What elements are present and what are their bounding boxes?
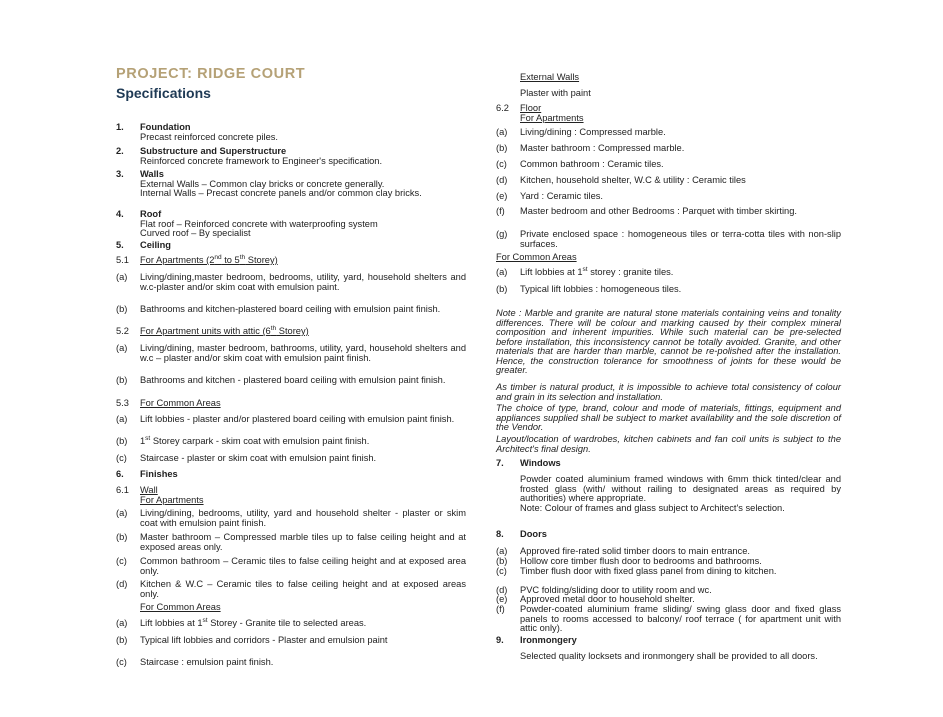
wall-common-item-a: (a) Lift lobbies at 1st Storey - Granite tile to selected areas. bbox=[116, 616, 367, 628]
section-title: Specifications bbox=[116, 85, 211, 101]
floor-common-item-b: (b) Typical lift lobbies : homogeneous tiles. bbox=[496, 284, 682, 294]
ceiling-common-heading: 5.3 For Common Areas bbox=[116, 398, 221, 408]
wall-item-b: (b) Master bathroom – Compressed marble tiles up to false ceiling height and at exposed areas only. bbox=[116, 532, 466, 552]
floor-heading: 6.2 Floor For Apartments bbox=[496, 103, 584, 123]
spec-roof: 4. Roof Flat roof – Reinforced concrete with waterproofing system Curved roof – By specialist bbox=[116, 209, 378, 239]
floor-item-b: (b) Master bathroom : Compressed marble. bbox=[496, 143, 685, 153]
ceiling-item-a: (a) Living/dining,master bedroom, bedrooms, utility, yard, household shelters and w.c-plaster and/or skim coat with emulsion paint. bbox=[116, 272, 466, 292]
floor-item-e: (e) Yard : Ceramic tiles. bbox=[496, 191, 604, 201]
wall-common-heading: For Common Areas bbox=[140, 602, 221, 612]
common-ceiling-item-c: (c) Staircase - plaster or skim coat with emulsion paint finish. bbox=[116, 453, 377, 463]
doors-item-b: (b) Hollow core timber flush door to bedrooms and bathrooms. bbox=[496, 556, 762, 566]
spec-doors: 8. Doors bbox=[496, 529, 547, 539]
ceiling-attic-heading: 5.2 For Apartment units with attic (6th Storey) bbox=[116, 324, 309, 336]
spec-finishes: 6. Finishes bbox=[116, 469, 178, 479]
spec-walls: 3. Walls External Walls – Common clay bricks or concrete generally. Internal Walls – Precast concrete panels and/or common clay bricks. bbox=[116, 169, 422, 199]
ceiling-item-b: (b) Bathrooms and kitchen-plastered board ceiling with emulsion paint finish. bbox=[116, 304, 441, 314]
wall-item-c: (c) Common bathroom – Ceramic tiles to false ceiling height and at exposed area only. bbox=[116, 556, 466, 576]
floor-item-a: (a) Living/dining : Compressed marble. bbox=[496, 127, 666, 137]
spec-ceiling: 5. Ceiling bbox=[116, 240, 171, 250]
note-layout: Layout/location of wardrobes, kitchen cabinets and fan coil units is subject to the Architect's final design. bbox=[496, 434, 841, 454]
windows-body: Powder coated aluminium framed windows with 6mm thick tinted/clear and frosted glass (with/ without railing to designated areas as required by authorities) where appropriate. Note: Colour of frames and glass subject to Architect's selection. bbox=[520, 474, 841, 513]
note-materials: The choice of type, brand, colour and mode of materials, fittings, equipment and appliances supplied shall be subject to market availability and the sole discretion of the Vendor. bbox=[496, 403, 841, 432]
spec-foundation: 1. Foundation Precast reinforced concrete piles. bbox=[116, 122, 278, 142]
spec-windows: 7. Windows bbox=[496, 458, 561, 468]
common-ceiling-item-a: (a) Lift lobbies - plaster and/or plastered board ceiling with emulsion paint finish. bbox=[116, 414, 455, 424]
project-title: PROJECT: RIDGE COURT bbox=[116, 66, 306, 82]
floor-common-item-a: (a) Lift lobbies at 1st storey : granite tiles. bbox=[496, 265, 674, 277]
doors-item-d: (d) PVC folding/sliding door to utility room and wc. bbox=[496, 585, 712, 595]
doors-item-e: (e) Approved metal door to household shelter. bbox=[496, 594, 695, 604]
doors-item-a: (a) Approved fire-rated solid timber doors to main entrance. bbox=[496, 546, 750, 556]
wall-common-item-c: (c) Staircase : emulsion paint finish. bbox=[116, 657, 274, 667]
wall-item-a: (a) Living/dining, bedrooms, utility, yard and household shelter - plaster or skim coat with emulsion paint finish. bbox=[116, 508, 466, 528]
common-ceiling-item-b: (b) 1st Storey carpark - skim coat with emulsion paint finish. bbox=[116, 434, 370, 446]
floor-item-d: (d) Kitchen, household shelter, W.C & utility : Ceramic tiles bbox=[496, 175, 746, 185]
wall-common-item-b: (b) Typical lift lobbies and corridors - Plaster and emulsion paint bbox=[116, 635, 388, 645]
ceiling-apartments-heading: 5.1 For Apartments (2nd to 5th Storey) bbox=[116, 253, 278, 265]
external-walls: External Walls bbox=[520, 72, 580, 82]
external-walls-body: Plaster with paint bbox=[520, 88, 591, 98]
floor-item-g: (g) Private enclosed space : homogeneous tiles or terra-cotta tiles with non-slip surfaces. bbox=[496, 229, 841, 249]
spec-structure: 2. Substructure and Superstructure Reinforced concrete framework to Engineer's specification. bbox=[116, 146, 383, 166]
note-timber: As timber is natural product, it is impossible to achieve total consistency of colour and grain in its selection and installation. bbox=[496, 382, 841, 402]
doors-item-f: (f) Powder-coated aluminium frame sliding/ swing glass door and fixed glass panels to rooms accessed to balcony/ roof terrace ( for apartment unit with attic only). bbox=[496, 604, 841, 634]
ironmongery-body: Selected quality locksets and ironmongery shall be provided to all doors. bbox=[520, 651, 818, 661]
note-marble: Note : Marble and granite are natural stone materials containing veins and tonality differences. There will be colour and marking caused by their complex mineral composition and inherent impurities. While such material can be pre-selected before installation, this inconsistency cannot be totally avoided. Granite, and other materials that are harder than marble, cannot be re-polished after the installation. Hence, the construction tolerance for smoothness of joints for these would be greater. bbox=[496, 308, 841, 375]
floor-common-heading: For Common Areas bbox=[496, 252, 577, 262]
wall-item-d: (d) Kitchen & W.C – Ceramic tiles to false ceiling height and at exposed areas only. bbox=[116, 579, 466, 599]
floor-item-c: (c) Common bathroom : Ceramic tiles. bbox=[496, 159, 664, 169]
attic-item-b: (b) Bathrooms and kitchen - plastered board ceiling with emulsion paint finish. bbox=[116, 375, 446, 385]
finishes-wall-heading: 6.1 Wall For Apartments bbox=[116, 485, 204, 505]
floor-item-f: (f) Master bedroom and other Bedrooms : Parquet with timber skirting. bbox=[496, 206, 797, 216]
attic-item-a: (a) Living/dining, master bedroom, bathrooms, utility, yard, household shelters and w.c – plaster and/or skim coat with emulsion paint finish. bbox=[116, 343, 466, 363]
spec-ironmongery: 9. Ironmongery bbox=[496, 635, 577, 645]
doors-item-c: (c) Timber flush door with fixed glass panel from dining to kitchen. bbox=[496, 566, 777, 576]
